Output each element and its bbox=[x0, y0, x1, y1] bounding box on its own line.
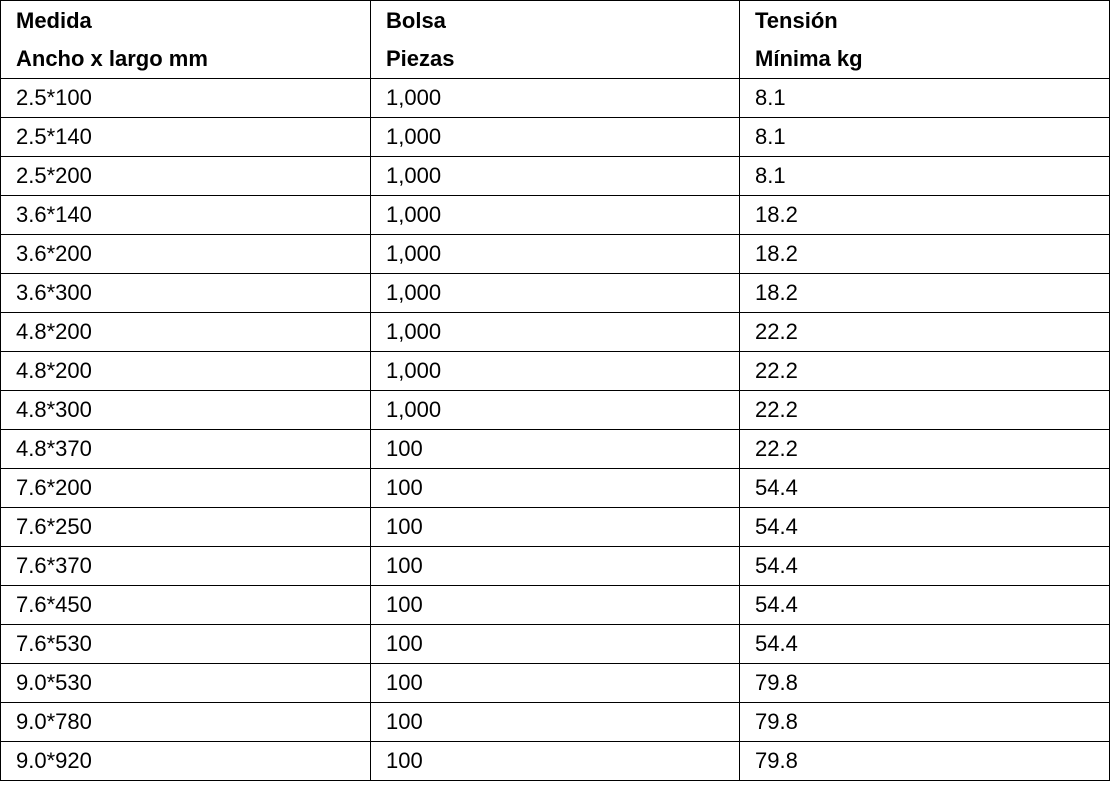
header-bolsa-line2: Piezas bbox=[386, 46, 455, 71]
header-tension bbox=[740, 1, 1110, 79]
header-row bbox=[1, 1, 1110, 79]
table-row bbox=[1, 430, 1110, 469]
tension-cell: 18.2 bbox=[740, 274, 1110, 313]
bolsa-cell: 100 bbox=[371, 547, 740, 586]
medida-cell: 7.6*200 bbox=[1, 469, 371, 508]
tension-cell: 54.4 bbox=[740, 508, 1110, 547]
table-row bbox=[1, 508, 1110, 547]
bolsa-cell: 1,000 bbox=[371, 157, 740, 196]
header-tension-line2: Mínima kg bbox=[755, 46, 863, 71]
header-medida-line2: Ancho x largo mm bbox=[16, 46, 208, 71]
table-row bbox=[1, 547, 1110, 586]
tension-cell: 22.2 bbox=[740, 391, 1110, 430]
medida-cell: 4.8*200 bbox=[1, 352, 371, 391]
medida-cell: 9.0*920 bbox=[1, 742, 371, 781]
medida-cell: 2.5*200 bbox=[1, 157, 371, 196]
tension-cell: 8.1 bbox=[740, 79, 1110, 118]
medida-cell: 2.5*140 bbox=[1, 118, 371, 157]
tension-cell: 22.2 bbox=[740, 352, 1110, 391]
bolsa-cell: 1,000 bbox=[371, 196, 740, 235]
medida-cell: 7.6*450 bbox=[1, 586, 371, 625]
table-row bbox=[1, 625, 1110, 664]
table-row bbox=[1, 235, 1110, 274]
medida-cell: 4.8*200 bbox=[1, 313, 371, 352]
table-body bbox=[1, 79, 1110, 781]
tension-cell: 8.1 bbox=[740, 118, 1110, 157]
tension-cell: 18.2 bbox=[740, 235, 1110, 274]
bolsa-cell: 100 bbox=[371, 586, 740, 625]
medida-cell: 7.6*370 bbox=[1, 547, 371, 586]
bolsa-cell: 1,000 bbox=[371, 352, 740, 391]
table-row bbox=[1, 664, 1110, 703]
bolsa-cell: 1,000 bbox=[371, 274, 740, 313]
header-bolsa bbox=[371, 1, 740, 79]
bolsa-cell: 100 bbox=[371, 469, 740, 508]
medida-cell: 3.6*300 bbox=[1, 274, 371, 313]
medida-cell: 3.6*140 bbox=[1, 196, 371, 235]
tension-cell: 18.2 bbox=[740, 196, 1110, 235]
tension-cell: 54.4 bbox=[740, 547, 1110, 586]
tension-cell: 22.2 bbox=[740, 313, 1110, 352]
table-row bbox=[1, 391, 1110, 430]
medida-cell: 2.5*100 bbox=[1, 79, 371, 118]
bolsa-cell: 100 bbox=[371, 664, 740, 703]
table-row bbox=[1, 469, 1110, 508]
table-row bbox=[1, 274, 1110, 313]
header-tension-line1: Tensión bbox=[755, 8, 838, 33]
medida-cell: 7.6*530 bbox=[1, 625, 371, 664]
tension-cell: 8.1 bbox=[740, 157, 1110, 196]
bolsa-cell: 1,000 bbox=[371, 313, 740, 352]
table-row bbox=[1, 586, 1110, 625]
bolsa-cell: 1,000 bbox=[371, 235, 740, 274]
header-medida-line1: Medida bbox=[16, 8, 92, 33]
tension-cell: 22.2 bbox=[740, 430, 1110, 469]
tension-cell: 79.8 bbox=[740, 742, 1110, 781]
bolsa-cell: 100 bbox=[371, 625, 740, 664]
table-row bbox=[1, 196, 1110, 235]
bolsa-cell: 1,000 bbox=[371, 79, 740, 118]
header-medida bbox=[1, 1, 371, 79]
table-header bbox=[1, 1, 1110, 79]
table-row bbox=[1, 79, 1110, 118]
medida-cell: 4.8*370 bbox=[1, 430, 371, 469]
tension-cell: 79.8 bbox=[740, 664, 1110, 703]
medida-cell: 9.0*530 bbox=[1, 664, 371, 703]
medida-cell: 9.0*780 bbox=[1, 703, 371, 742]
tension-cell: 54.4 bbox=[740, 625, 1110, 664]
table-row bbox=[1, 742, 1110, 781]
bolsa-cell: 100 bbox=[371, 430, 740, 469]
tension-cell: 54.4 bbox=[740, 586, 1110, 625]
medida-cell: 4.8*300 bbox=[1, 391, 371, 430]
bolsa-cell: 100 bbox=[371, 742, 740, 781]
bolsa-cell: 1,000 bbox=[371, 391, 740, 430]
header-bolsa-line1: Bolsa bbox=[386, 8, 446, 33]
medida-cell: 7.6*250 bbox=[1, 508, 371, 547]
table-row bbox=[1, 118, 1110, 157]
tension-cell: 79.8 bbox=[740, 703, 1110, 742]
tension-cell: 54.4 bbox=[740, 469, 1110, 508]
table-row bbox=[1, 313, 1110, 352]
bolsa-cell: 100 bbox=[371, 508, 740, 547]
bolsa-cell: 100 bbox=[371, 703, 740, 742]
medida-cell: 3.6*200 bbox=[1, 235, 371, 274]
table-row bbox=[1, 703, 1110, 742]
table-row bbox=[1, 352, 1110, 391]
table-row bbox=[1, 157, 1110, 196]
bolsa-cell: 1,000 bbox=[371, 118, 740, 157]
